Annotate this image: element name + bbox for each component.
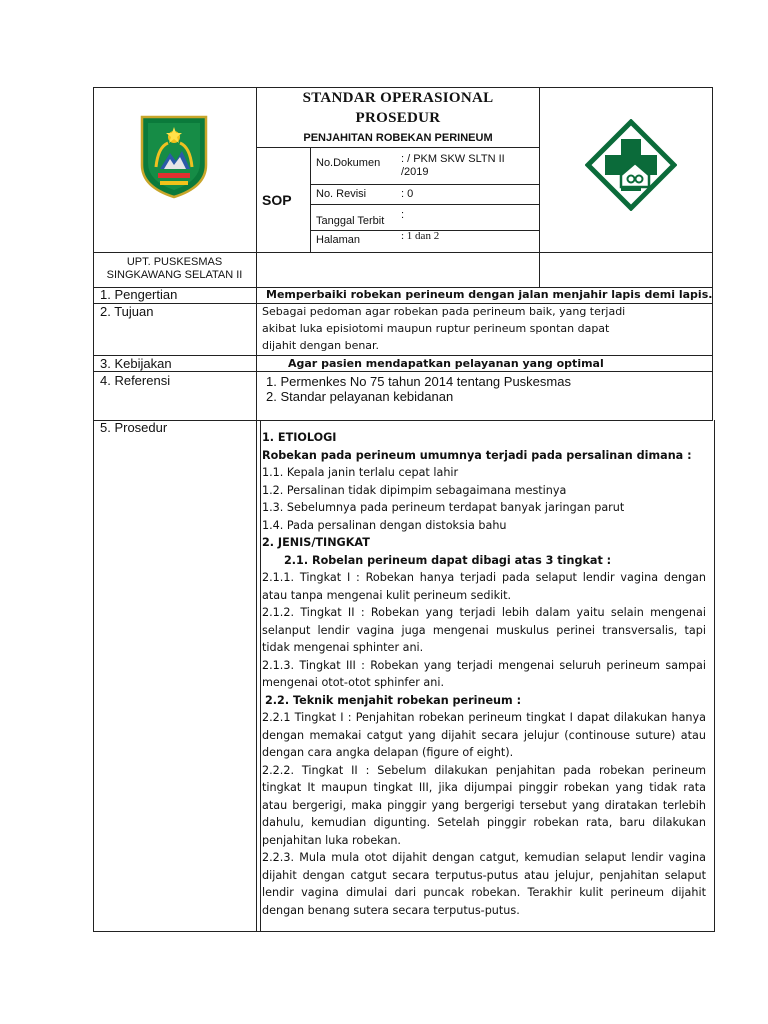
no-revisi-label: No. Revisi — [316, 188, 367, 200]
section-label-prosedur: 5. Prosedur — [100, 420, 168, 435]
heading-etiologi: 1. ETIOLOGI — [262, 431, 337, 444]
subtitle-bottom-line — [256, 147, 540, 148]
regional-emblem-icon — [138, 113, 210, 199]
list-item: 1.1. Kepala janin terlalu cepat lahir — [262, 466, 459, 479]
no-dokumen-label: No.Dokumen — [316, 157, 381, 169]
page-title-line-1: STANDAR OPERASIONAL — [302, 90, 494, 106]
page-title-line-2: PROSEDUR — [355, 110, 441, 126]
org-name-line-1: UPT. PUSKESMAS — [126, 256, 223, 268]
meta-row-line-1 — [310, 184, 540, 185]
org-name-line-2: SINGKAWANG SELATAN II — [106, 269, 243, 281]
tanggal-terbit-label: Tanggal Terbit — [316, 215, 385, 227]
row-line-tujuan — [93, 355, 713, 356]
list-item: 1.2. Persalinan tidak dipimpim sebagaimana mestinya — [262, 483, 567, 497]
tujuan-line-2: akibat luka episiotomi maupun ruptur perineum spontan dapat — [262, 322, 610, 335]
paragraph-2-1-3: 2.1.3. Tingkat III : Robekan yang terjadi mengenai seluruh perineum sampai mengenai otot-otot sphinfer ani. — [262, 658, 706, 689]
kebijakan-text: Agar pasien mendapatkan pelayanan yang optimal — [288, 357, 604, 370]
tujuan-line-1: Sebagai pedoman agar robekan pada perineum baik, yang terjadi — [262, 305, 626, 318]
table-border-right-header — [712, 87, 713, 287]
heading-2-2: 2.2. Teknik menjahit robekan perineum : — [265, 693, 522, 707]
heading-jenis-tingkat: 2. JENIS/TINGKAT — [262, 536, 370, 549]
row-line-referensi — [93, 420, 713, 421]
sop-divider — [310, 147, 311, 252]
procedure-box-right — [714, 420, 715, 932]
table-border-left-body — [93, 287, 94, 932]
halaman-label: Halaman — [316, 234, 361, 246]
table-border-top — [93, 87, 713, 88]
table-border-right-body — [712, 287, 713, 420]
table-border-bottom — [93, 931, 715, 932]
puskesmas-cross-icon — [585, 119, 677, 211]
referensi-item-2: 2. Standar pelayanan kebidanan — [266, 389, 454, 404]
pengertian-text: Memperbaiki robekan perineum dengan jalan menjahir lapis demi lapis. — [266, 288, 713, 301]
tanggal-terbit-value: : — [401, 209, 405, 221]
section-label-kebijakan: 3. Kebijakan — [100, 356, 172, 371]
label-column-divider — [256, 287, 257, 932]
list-item: 1.4. Pada persalinan dengan distoksia bahu — [262, 518, 507, 532]
section-label-pengertian: 1. Pengertian — [100, 287, 178, 302]
paragraph-2-1-1: 2.1.1. Tingkat I : Robekan hanya terjadi pada selaput lendir vagina dengan atau tanpa mengenai kulit perineum sedikit. — [262, 571, 706, 602]
referensi-item-1: 1. Permenkes No 75 tahun 2014 tentang Puskesmas — [266, 374, 571, 389]
no-revisi-value: : 0 — [401, 188, 414, 200]
row-line-kebijakan — [93, 371, 713, 372]
paragraph-2-2-3: 2.2.3. Mula mula otot dijahit dengan catgut, kemudian selaput lendir vagina dijahit dengan catgut secara terputus-putus atau jelujur, penjahitan selaput lendir vagina dimulai dari puncak robekan. Terakhir kulit perineum dijahit dengan benang sutera secara terputus-putus. — [262, 851, 706, 917]
sop-label: SOP — [262, 192, 292, 208]
no-dokumen-value-2: /2019 — [401, 166, 429, 178]
paragraph-2-2-2: 2.2.2. Tingkat II : Sebelum dilakukan penjahitan pada robekan perineum tingkat It maupun tingkat III, jika dijumpai pinggir robekan yang tidak rata atau bergerigi, maka pinggir yang bergerigi tersebut yang diratakan terlebih dahulu, kemudian digunting. Setelah pinggir robekan rata, baru dilakukan penjahitan luka robekan. — [262, 763, 706, 847]
section-label-referensi: 4. Referensi — [100, 373, 171, 388]
etiologi-intro: Robekan pada perineum umumnya terjadi pada persalinan dimana : — [262, 448, 692, 462]
paragraph-2-2-1: 2.2.1 Tingkat I : Penjahitan robekan perineum tingkat I dapat dilakukan hanya dengan memakai catgut yang dijahit secara jelujur (continouse suture) atau dengan cara angka delapan (figure of eight). — [262, 711, 706, 759]
section-label-tujuan: 2. Tujuan — [100, 304, 154, 319]
halaman-value: : 1 dan 2 — [401, 230, 440, 242]
meta-row-line-2 — [310, 204, 540, 205]
heading-2-1: 2.1. Robelan perineum dapat dibagi atas 3 tingkat : — [284, 553, 612, 567]
procedure-box-left — [260, 420, 261, 932]
document-subtitle: PENJAHITAN ROBEKAN PERINEUM — [303, 132, 493, 144]
no-dokumen-value-1: : / PKM SKW SLTN II — [401, 153, 505, 165]
tujuan-line-3: dijahit dengan benar. — [262, 339, 380, 352]
list-item: 1.3. Sebelumnya pada perineum terdapat banyak jaringan parut — [262, 501, 625, 514]
paragraph-2-1-2: 2.1.2. Tingkat II : Robekan yang terjadi lebih dalam yaitu selain mengenai selanput lendir vagina juga mengenai muskulus perinei transversalis, tapi tidak mengenai sphinter ani. — [262, 606, 706, 654]
row-line-pengertian — [93, 303, 713, 304]
header-bottom-line — [93, 252, 713, 253]
procedure-content — [262, 429, 706, 919]
